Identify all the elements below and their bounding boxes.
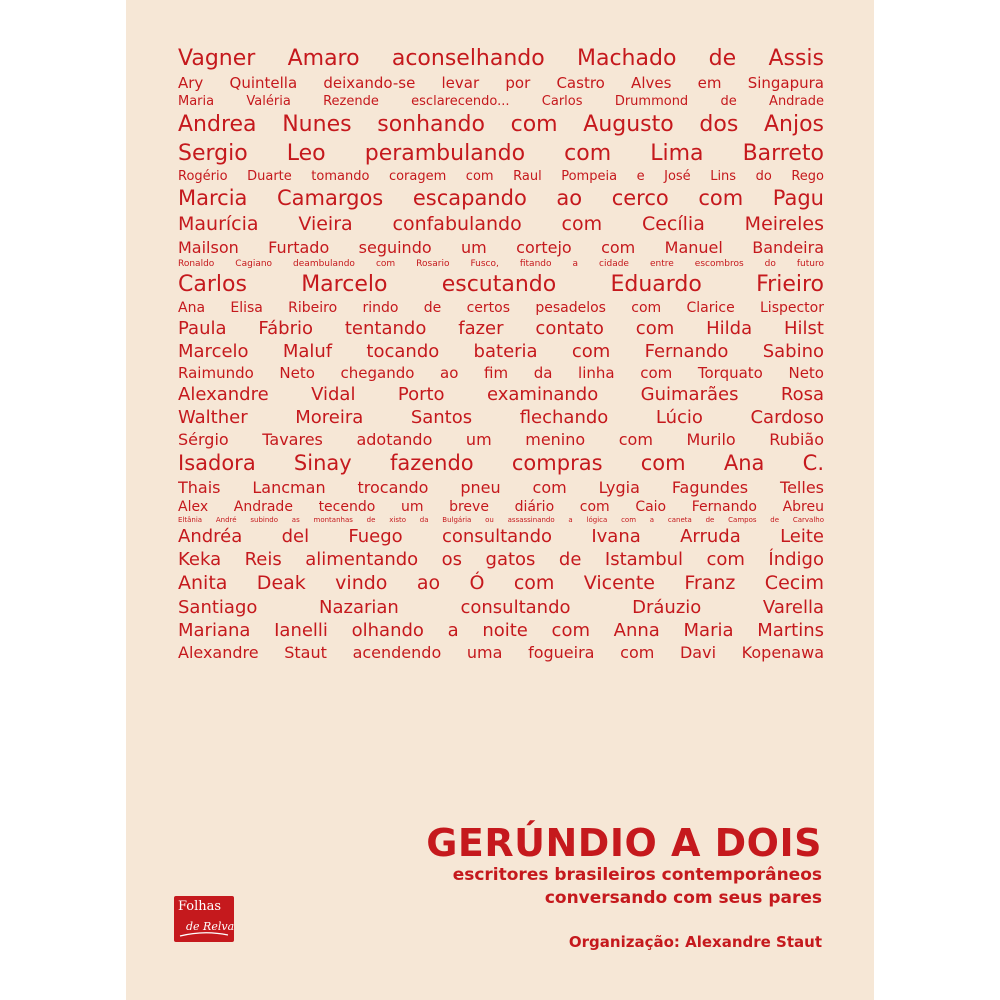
publisher-name-line-1: Folhas [178, 899, 222, 914]
author-line: Walther Moreira Santos flechando Lúcio Cardoso [178, 407, 824, 428]
publisher-name-line-2: de Relva [186, 920, 235, 933]
author-line: Mariana Ianelli olhando a noite com Anna Maria Martins [178, 620, 824, 641]
author-line: Rogério Duarte tomando coragem com Raul Pompeia e José Lins do Rego [178, 169, 824, 184]
book-subtitle [322, 864, 822, 910]
subtitle-line-2: conversando com seus pares [544, 888, 822, 908]
author-line: Ary Quintella deixando-se levar por Castro Alves em Singapura [178, 74, 824, 92]
author-line: Sérgio Tavares adotando um menino com Murilo Rubião [178, 430, 824, 449]
author-line: Raimundo Neto chegando ao fim da linha com Torquato Neto [178, 364, 824, 382]
author-line: Maria Valéria Rezende esclarecendo... Carlos Drummond de Andrade [178, 94, 824, 109]
author-lines-list [178, 44, 824, 663]
author-line: Andréa del Fuego consultando Ivana Arruda Leite [178, 526, 824, 547]
author-line: Marcia Camargos escapando ao cerco com Pagu [178, 186, 824, 210]
author-line: Maurícia Vieira confabulando com Cecília Meireles [178, 213, 824, 235]
author-line: Alexandre Vidal Porto examinando Guimarães Rosa [178, 384, 824, 405]
author-line: Ronaldo Cagiano deambulando com Rosario Fusco, fitando a cidade entre escombros do futuro [178, 259, 824, 269]
author-line: Paula Fábrio tentando fazer contato com Hilda Hilst [178, 318, 824, 339]
author-line: Carlos Marcelo escutando Eduardo Frieiro [178, 272, 824, 297]
author-line: Mailson Furtado seguindo um cortejo com Manuel Bandeira [178, 238, 824, 257]
author-line: Alexandre Staut acendendo uma fogueira com Davi Kopenawa [178, 643, 824, 662]
subtitle-line-1: escritores brasileiros contemporâneos [452, 865, 822, 885]
author-line: Thais Lancman trocando pneu com Lygia Fagundes Telles [178, 478, 824, 497]
book-title: GERÚNDIO A DOIS [426, 821, 822, 865]
book-cover [126, 0, 874, 1000]
publisher-logo [174, 896, 234, 942]
author-line: Marcelo Maluf tocando bateria com Fernando Sabino [178, 341, 824, 362]
author-line: Isadora Sinay fazendo compras com Ana C. [178, 451, 824, 475]
author-line: Sergio Leo perambulando com Lima Barreto [178, 141, 824, 166]
author-line: Keka Reis alimentando os gatos de Istambul com Índigo [178, 549, 824, 570]
organizer-credit: Organização: Alexandre Staut [568, 933, 822, 951]
leaf-swoosh-icon [178, 930, 230, 938]
author-line: Eltânia André subindo as montanhas de xisto da Bulgária ou assassinando a lógica com a caneta de Campos de Carvalho [178, 516, 824, 524]
author-line: Ana Elisa Ribeiro rindo de certos pesadelos com Clarice Lispector [178, 300, 824, 316]
author-line: Andrea Nunes sonhando com Augusto dos Anjos [178, 112, 824, 137]
author-line: Vagner Amaro aconselhando Machado de Assis [178, 46, 824, 71]
author-line: Alex Andrade tecendo um breve diário com Caio Fernando Abreu [178, 499, 824, 515]
author-line: Anita Deak vindo ao Ó com Vicente Franz Cecim [178, 572, 824, 594]
author-line: Santiago Nazarian consultando Dráuzio Varella [178, 597, 824, 618]
